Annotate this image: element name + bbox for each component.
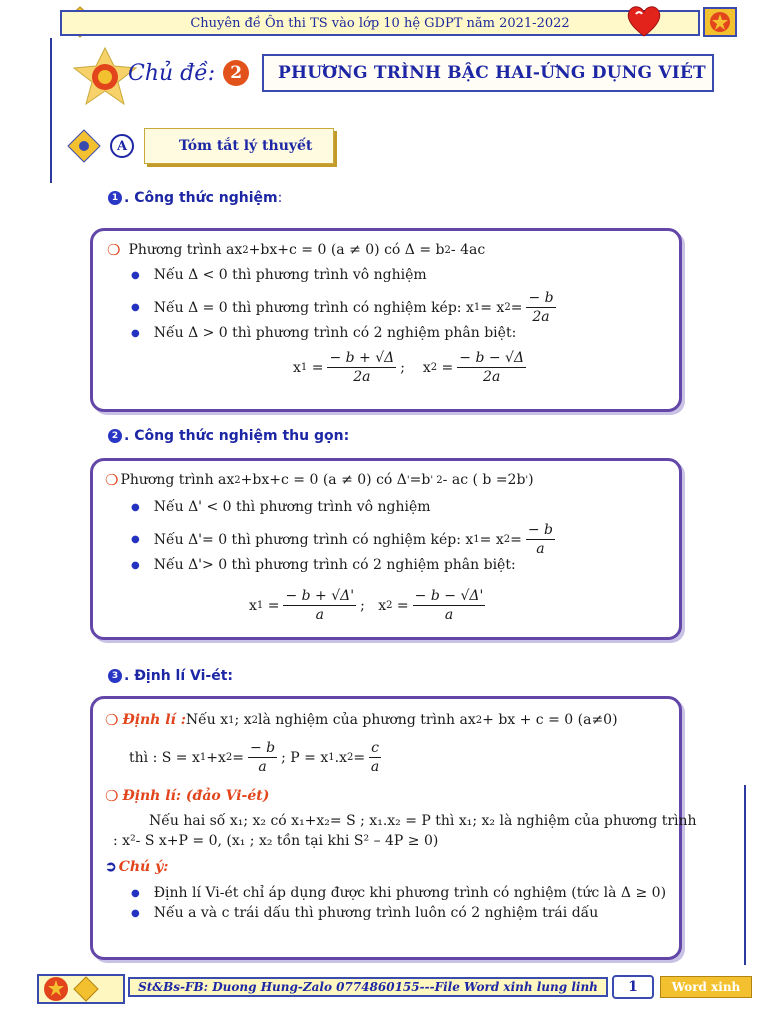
fraction-denominator: a: [444, 607, 454, 623]
fraction-numerator: − b − √Δ': [414, 588, 484, 604]
ring-bullet-icon: ❍: [107, 241, 121, 259]
fraction-numerator: − b + √Δ: [329, 350, 395, 366]
section-a-letter: A: [110, 134, 134, 158]
box2-intro-e: ): [528, 472, 534, 488]
bullet-dot-icon: ●: [131, 501, 140, 513]
fraction-denominator: a: [536, 541, 545, 557]
note-heading: [105, 859, 168, 875]
section-a-banner: [64, 126, 334, 166]
heading-1-number: 1: [108, 191, 122, 205]
root-x1-label: x: [249, 597, 257, 614]
fraction: [526, 289, 555, 326]
viet-theorem-line-2: thì : S = x 1 +x 2 = $\frac{- b}{a}$ ; P = x 1 .x 2 = $\frac{c}{a}$: [129, 740, 380, 775]
header-text: Chuyên đề Ôn thi TS vào lớp 10 hệ GDPT năm 2021-2022: [190, 15, 570, 31]
heading-2-text: . Công thức nghiệm thu gọn:: [124, 428, 350, 444]
box1-intro-b: +bx+c = 0 (a ≠ 0) có Δ = b: [248, 242, 445, 258]
viet-converse-label: Định lí: (đảo Vi-ét): [122, 788, 270, 804]
note-label: Chú ý:: [118, 859, 169, 875]
arrow-right-icon: ➲: [105, 859, 117, 875]
viet-product-c: =: [353, 749, 366, 766]
bullet-dot-icon: ●: [131, 534, 140, 545]
note-bullet-1: [131, 885, 666, 901]
viet-theorem-label: Định lí :: [122, 712, 186, 728]
diamond-ornament-icon: [64, 126, 110, 166]
topic-label-text: Chủ đề:: [128, 60, 216, 86]
box2-intro-b: +bx+c = 0 (a ≠ 0) có Δ: [240, 472, 407, 488]
fraction-denominator: a: [258, 759, 267, 775]
box2-bullet-3-text: Nếu Δ'> 0 thì phương trình có 2 nghiệm phân biệt:: [153, 557, 516, 573]
box1-intro: ❍ Phương trình ax 2 +bx+c = 0 (a ≠ 0) có Δ = b 2 - 4ac: [107, 241, 486, 259]
box1-bullet-3-text: Nếu Δ > 0 thì phương trình có 2 nghiệm phân biệt:: [153, 325, 517, 341]
box2-intro-d: - ac ( b =2b: [442, 472, 526, 488]
section-a-title-text: Tóm tắt lý thuyết: [179, 138, 313, 154]
box2-bullet-2-eq2: =: [510, 531, 522, 548]
fraction: [413, 587, 486, 624]
heart-icon: [626, 4, 662, 38]
bullet-dot-icon: ●: [131, 269, 140, 281]
box2-intro-c: =b: [409, 472, 431, 488]
formula-box-2: [90, 458, 682, 640]
box2-bullet-3: [131, 557, 516, 573]
bullet-dot-icon: ●: [131, 907, 140, 919]
heading-1-colon: :: [277, 190, 283, 206]
viet-product-a: ; P = x: [281, 749, 329, 766]
topic-number-badge: 2: [223, 60, 249, 86]
bullet-dot-icon: ●: [131, 559, 140, 571]
viet-product-b: .x: [334, 749, 347, 766]
root-x1-label: x: [293, 359, 301, 376]
fraction-denominator: a: [315, 607, 324, 623]
viet-theorem-text-a: Nếu x: [185, 712, 229, 728]
box2-bullet-2: ● Nếu Δ'= 0 thì phương trình có nghiệm kép: x 1 = x 2 = $\frac{- b}{a}$: [131, 522, 553, 557]
box1-bullet-2-text: Nếu Δ = 0 thì phương trình có nghiệm kép: x: [153, 299, 474, 316]
box1-bullet-2-eq2: =: [510, 299, 523, 316]
right-margin-rule: [744, 785, 746, 965]
fraction-numerator: c: [371, 740, 379, 756]
box1-roots: x 1 = $\frac{- b + √\Delta}{2a}$ ; x 2 = $\frac{- b - √\Delta}{2a}$: [293, 350, 525, 385]
fraction-denominator: a: [370, 759, 380, 775]
fraction: [327, 349, 396, 386]
box1-intro-a: Phương trình ax: [128, 242, 243, 258]
fraction-numerator: − b − √Δ: [459, 350, 525, 366]
viet-theorem-text-d: + bx + c = 0 (a≠0): [482, 712, 618, 728]
left-margin-rule: [50, 38, 52, 183]
box2-roots: x 1 = $\frac{- b + √\Delta'}{a}$ ; x 2 = $\frac{- b - √\Delta'}{a}$: [249, 588, 484, 623]
box1-bullet-1: [131, 267, 427, 283]
formula-box-1: [90, 228, 682, 412]
box2-bullet-1: [131, 499, 431, 515]
fraction-numerator: − b: [527, 522, 553, 538]
fraction-denominator: 2a: [353, 369, 371, 385]
fraction-numerator: − b: [528, 290, 554, 306]
box2-bullet-1-text: Nếu Δ' < 0 thì phương trình vô nghiệm: [153, 499, 431, 515]
box2-bullet-2-text: Nếu Δ'= 0 thì phương trình có nghiệm kép: x: [153, 531, 474, 548]
heading-3-text: . Định lí Vi-ét:: [124, 668, 233, 684]
viet-converse-heading: [105, 787, 269, 805]
word-xinh-badge: Word xinh: [660, 976, 752, 998]
viet-theorem-box: [90, 696, 697, 960]
fraction-denominator: 2a: [532, 309, 550, 325]
ring-bullet-icon: ❍: [105, 711, 119, 729]
star-badge-icon: [702, 6, 738, 38]
viet-sum-a: thì : S = x: [129, 749, 200, 766]
box1-intro-c: - 4ac: [450, 242, 486, 258]
footer-bar: [128, 977, 608, 997]
section-a-title: [144, 128, 334, 164]
viet-converse-line-2: [113, 833, 438, 849]
note-bullet-2: [131, 905, 598, 921]
topic-title-text: PHƯƠNG TRÌNH BẬC HAI-ỨNG DỤNG VIÉT: [278, 63, 706, 83]
fraction-numerator: − b + √Δ': [285, 588, 355, 604]
ring-bullet-icon: ❍: [105, 787, 119, 805]
fraction: [526, 521, 555, 558]
heading-3: [108, 668, 233, 684]
box1-bullet-2-eq: = x: [480, 299, 505, 316]
fraction: [248, 739, 277, 776]
box2-bullet-2-eq: = x: [479, 531, 504, 548]
note-1-text: Định lí Vi-ét chỉ áp dụng được khi phương trình có nghiệm (tức là Δ ≥ 0): [153, 885, 667, 901]
box1-bullet-1-text: Nếu Δ < 0 thì phương trình vô nghiệm: [153, 267, 427, 283]
fraction-numerator: − b: [249, 740, 276, 756]
box2-intro-a: Phương trình ax: [120, 472, 235, 488]
topic-banner: [70, 46, 720, 98]
viet-theorem-text-b: ; x: [234, 712, 252, 728]
viet-sum-c: =: [232, 749, 244, 766]
heading-2: [108, 428, 349, 444]
footer-emblem-icon: [36, 969, 126, 1009]
bullet-dot-icon: ●: [131, 327, 140, 339]
ring-bullet-icon: ❍: [105, 471, 119, 489]
fraction: [369, 739, 381, 776]
fraction-denominator: 2a: [483, 369, 501, 385]
fraction: [457, 349, 526, 386]
viet-sum-b: +x: [206, 749, 226, 766]
heading-1: [108, 190, 282, 206]
box1-bullet-2: ● Nếu Δ = 0 thì phương trình có nghiệm kép: x 1 = x 2 = $\frac{- b}{2a}$: [131, 290, 554, 325]
root-x2-label: x: [378, 597, 387, 614]
viet-converse-text-2: : x²- S x+P = 0, (x₁ ; x₂ tồn tại khi S² – 4P ≥ 0): [113, 833, 439, 849]
viet-theorem-text-c: là nghiệm của phương trình ax: [257, 712, 476, 728]
root-x2-label: x: [422, 359, 431, 376]
footer-text: St&Bs-FB: Duong Hung-Zalo 0774860155---File Word xinh lung linh: [138, 980, 598, 994]
bullet-dot-icon: ●: [131, 302, 140, 313]
heading-2-number: 2: [108, 429, 122, 443]
box2-intro: ❍ Phương trình ax 2 +bx+c = 0 (a ≠ 0) có Δ ' =b ' 2 - ac ( b =2b ' ): [105, 471, 534, 489]
document-header: [60, 10, 700, 36]
fraction: [283, 587, 356, 624]
note-2-text: Nếu a và c trái dấu thì phương trình luôn có 2 nghiệm trái dấu: [153, 905, 599, 921]
viet-theorem-line-1: ❍ Định lí : Nếu x 1 ; x 2 là nghiệm của phương trình ax 2 + bx + c = 0 (a≠0): [105, 711, 618, 729]
bullet-dot-icon: ●: [131, 887, 140, 899]
heading-3-number: 3: [108, 669, 122, 683]
topic-title: [262, 54, 714, 92]
viet-converse-line-1: [149, 813, 697, 829]
page-number: 1: [612, 975, 654, 999]
box1-bullet-3: [131, 325, 516, 341]
heading-1-text: . Công thức nghiệm: [124, 190, 278, 206]
viet-converse-text-1: Nếu hai số x₁; x₂ có x₁+x₂= S ; x₁.x₂ = P thì x₁; x₂ là nghiệm của phương trình: [149, 813, 697, 829]
